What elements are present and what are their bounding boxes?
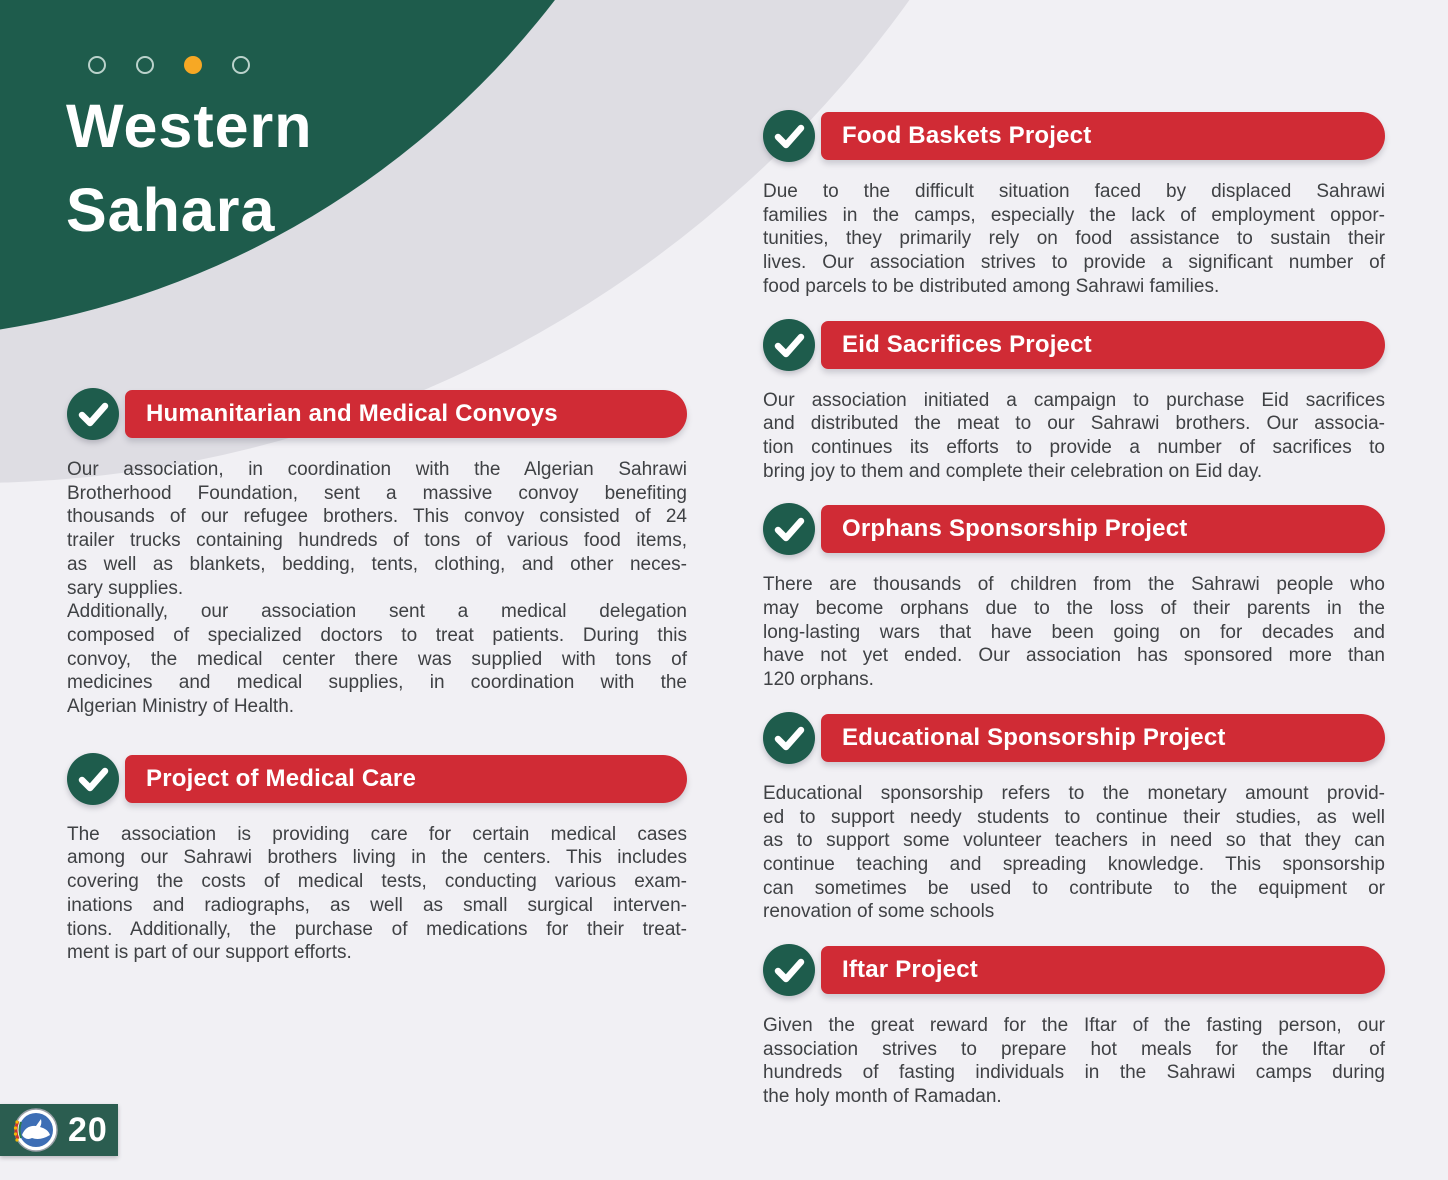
section-body-text: [763, 782, 1385, 924]
check-icon: [67, 388, 119, 440]
project-section: [763, 714, 1385, 924]
body-line: continue teaching and spreading knowledge. This sponsorship: [763, 853, 1385, 875]
section-body-text: [67, 823, 687, 965]
project-section: [763, 505, 1385, 692]
section-header: [67, 390, 687, 438]
page-title: [66, 84, 313, 252]
section-header: [67, 755, 687, 803]
progress-dot-3-active: [184, 56, 202, 74]
body-line: Our association, in coordination with the Algerian Sahrawi: [67, 459, 687, 480]
section-title: Educational Sponsorship Project: [842, 723, 1226, 751]
section-body-text: [67, 458, 687, 719]
section-title-banner: [821, 946, 1385, 994]
body-line: sary supplies.: [67, 577, 184, 599]
body-line: may become orphans due to the loss of their parents in the: [763, 598, 1385, 620]
check-icon: [763, 944, 815, 996]
body-line: tunities, they primarily rely on food assistance to sustain their: [763, 228, 1385, 250]
page-title-line-2: Sahara: [66, 176, 276, 244]
check-icon: [763, 503, 815, 555]
body-line: Algerian Ministry of Health.: [67, 696, 295, 718]
section-title-banner: [125, 755, 687, 803]
section-body-text: [763, 573, 1385, 692]
body-line: thousands of our refugee brothers. This convoy consisted of 24: [67, 506, 687, 528]
section-title: Orphans Sponsorship Project: [842, 515, 1188, 543]
section-title: Eid Sacrifices Project: [842, 330, 1092, 358]
body-line: renovation of some schools: [763, 901, 995, 923]
page-number: 20: [68, 1110, 108, 1149]
association-dove-globe-logo-icon: [12, 1107, 58, 1153]
section-header: [763, 321, 1385, 369]
body-line: as to support some volunteer teachers in need so that they can: [763, 830, 1385, 852]
section-title-banner: [821, 112, 1385, 160]
progress-dot-4: [232, 56, 250, 74]
body-line: association strives to prepare hot meals for the Iftar of: [763, 1038, 1385, 1060]
check-icon: [763, 712, 815, 764]
body-line: long-lasting wars that have been going on for decades and: [763, 621, 1385, 643]
section-title-banner: [821, 321, 1385, 369]
body-line: can sometimes be used to contribute to the equipment or: [763, 877, 1385, 899]
body-line: ed to support needy students to continue their studies, as well: [763, 806, 1385, 828]
body-line: inations and radiographs, as well as small surgical interven-: [67, 894, 687, 916]
body-line: The association is providing care for certain medical cases: [67, 823, 687, 845]
body-line: tion continues its efforts to provide a number of sacrifices to: [763, 436, 1385, 458]
progress-dots: [88, 56, 250, 74]
body-line: ment is part of our support efforts.: [67, 942, 352, 964]
project-section: [67, 755, 687, 965]
body-line: Given the great reward for the Iftar of the fasting person, our: [763, 1015, 1385, 1037]
section-header: [763, 505, 1385, 553]
body-line: Due to the difficult situation faced by displaced Sahrawi: [763, 181, 1385, 202]
section-body-text: [763, 180, 1385, 299]
project-section: [763, 112, 1385, 299]
body-line: food parcels to be distributed among Sahrawi families.: [763, 275, 1220, 297]
page-number-badge: [0, 1104, 118, 1156]
body-line: the holy month of Ramadan.: [763, 1086, 1002, 1108]
section-title-banner: [821, 505, 1385, 553]
page-title-line-1: Western: [66, 92, 313, 160]
section-body-text: [763, 389, 1385, 484]
section-title: Humanitarian and Medical Convoys: [146, 400, 558, 427]
check-icon: [763, 319, 815, 371]
body-line: Our association initiated a campaign to purchase Eid sacrifices: [763, 389, 1385, 411]
section-title: Project of Medical Care: [146, 764, 417, 792]
section-title-banner: [821, 714, 1385, 762]
body-line: lives. Our association strives to provide a significant number of: [763, 252, 1385, 274]
right-column: [763, 112, 1385, 1131]
body-line: 120 orphans.: [763, 669, 874, 691]
body-line: covering the costs of medical tests, conducting various exam-: [67, 871, 687, 893]
project-section: [67, 390, 687, 719]
section-title: Food Baskets Project: [842, 122, 1092, 149]
body-line: Educational sponsorship refers to the monetary amount provid-: [763, 782, 1385, 804]
body-line: medicines and medical supplies, in coordination with the: [67, 672, 687, 694]
body-line: hundreds of fasting individuals in the Sahrawi camps during: [763, 1062, 1385, 1084]
body-line: Additionally, our association sent a medical delegation: [67, 601, 687, 623]
project-section: [763, 321, 1385, 484]
body-line: families in the camps, especially the lack of employment oppor-: [763, 204, 1385, 226]
body-line: composed of specialized doctors to treat patients. During this: [67, 624, 687, 646]
check-icon: [67, 753, 119, 805]
section-title-banner: [125, 390, 687, 438]
body-line: as well as blankets, bedding, tents, clothing, and other neces-: [67, 553, 687, 575]
progress-dot-2: [136, 56, 154, 74]
project-section: [763, 946, 1385, 1109]
body-line: convoy, the medical center there was supplied with tons of: [67, 648, 687, 670]
body-line: have not yet ended. Our association has sponsored more than: [763, 645, 1385, 667]
section-title: Iftar Project: [842, 956, 978, 984]
section-header: [763, 714, 1385, 762]
body-line: tions. Additionally, the purchase of medications for their treat-: [67, 918, 687, 940]
progress-dot-1: [88, 56, 106, 74]
section-header: [763, 112, 1385, 160]
body-line: bring joy to them and complete their celebration on Eid day.: [763, 460, 1263, 482]
body-line: trailer trucks containing hundreds of tons of various food items,: [67, 530, 687, 552]
body-line: There are thousands of children from the Sahrawi people who: [763, 574, 1385, 596]
body-line: Brotherhood Foundation, sent a massive convoy benefiting: [67, 482, 687, 504]
section-header: [763, 946, 1385, 994]
body-line: among our Sahrawi brothers living in the centers. This includes: [67, 847, 687, 869]
body-line: and distributed the meat to our Sahrawi brothers. Our associa-: [763, 413, 1385, 435]
left-column: [67, 390, 687, 987]
check-icon: [763, 110, 815, 162]
section-body-text: [763, 1014, 1385, 1109]
